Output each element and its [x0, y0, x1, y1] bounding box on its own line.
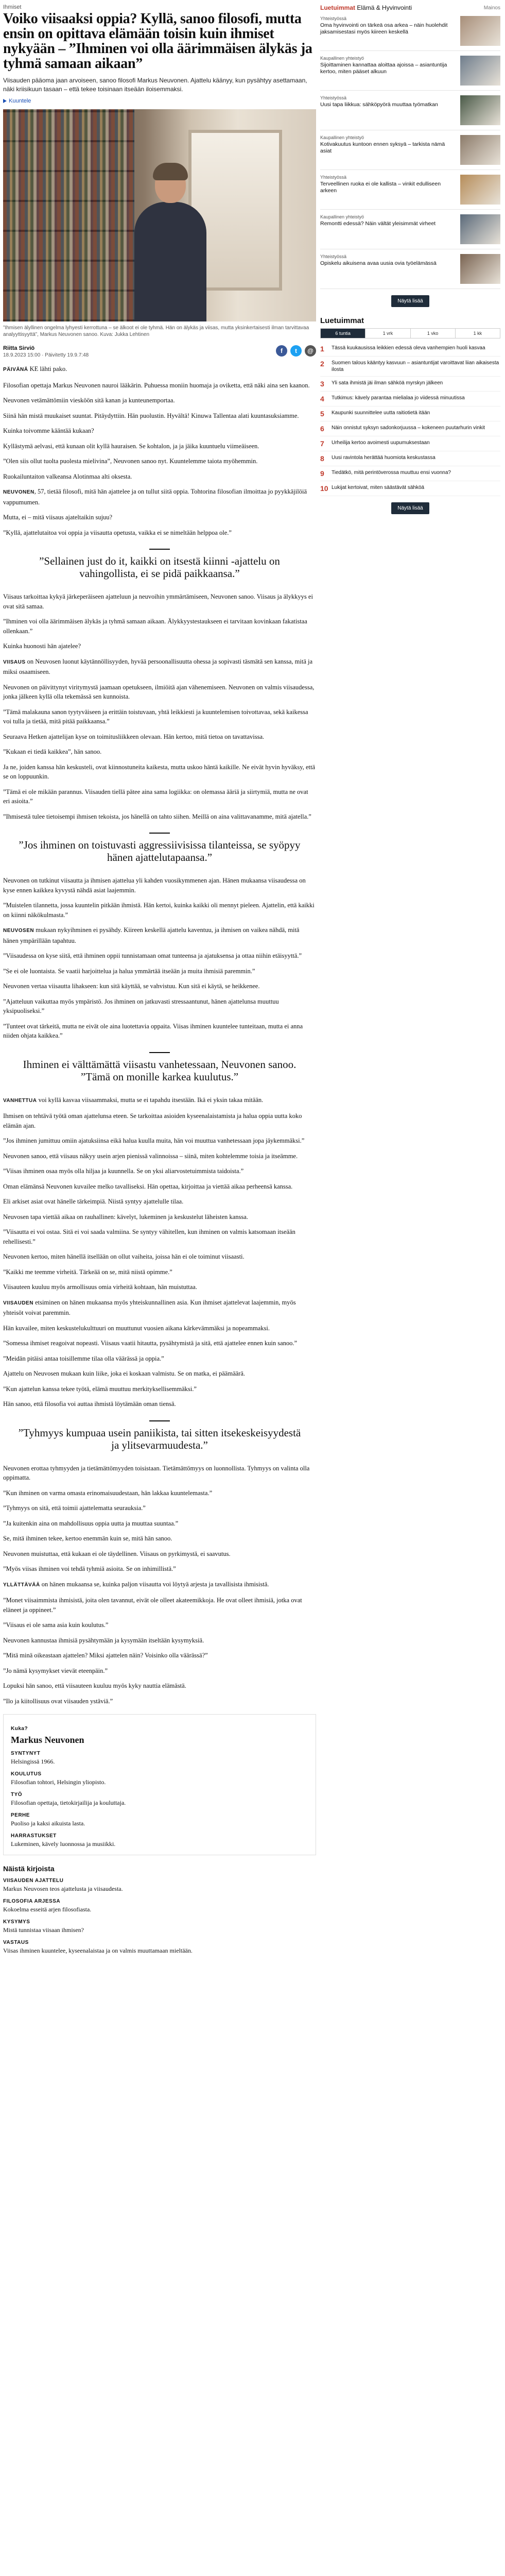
- promo-sub: Mainos: [483, 5, 500, 11]
- body-paragraph: [3, 951, 316, 961]
- most-read-rank: 9: [320, 469, 324, 478]
- paragraph-text: ”Tyhmyys on sitä, että toimii ajattelematta seurauksia.”: [3, 1504, 146, 1512]
- most-read-item[interactable]: [320, 421, 500, 436]
- paragraph-text: voi kyllä kasvaa viisaammaksi, mutta se ei tapahdu itsestään. Ikä ei yksin takaa mitään.: [37, 1096, 264, 1104]
- section-label[interactable]: Ihmiset: [3, 4, 22, 10]
- paragraph-text: Se, mitä ihminen tekee, kertoo enemmän kuin se, mitä hän sanoo.: [3, 1535, 172, 1542]
- paragraph-text: ”Se ei ole luontaista. Se vaatii harjoittelua ja halua ymmärtää itseään ja muita ihmisiä paremmin.”: [3, 967, 255, 975]
- promo-title-text[interactable]: Opiskelu aikuisena avaa uusia ovia työelämässä: [320, 260, 437, 266]
- body-paragraph: [3, 1464, 316, 1483]
- article-column: [3, 0, 316, 1958]
- share-buttons: [276, 345, 316, 357]
- profile-kicker: Kuka?: [11, 1726, 28, 1732]
- article-body: [3, 364, 316, 1706]
- body-paragraph: [3, 396, 316, 405]
- most-read-item[interactable]: [320, 406, 500, 421]
- promo-thumbnail[interactable]: [460, 254, 500, 284]
- promo-item[interactable]: [320, 249, 500, 289]
- email-share-icon[interactable]: @: [305, 345, 316, 357]
- body-paragraph: [3, 1298, 316, 1318]
- body-paragraph: [3, 364, 316, 375]
- most-read-list: [320, 342, 500, 496]
- pull-quote: [3, 549, 316, 580]
- paragraph-text: Neuvonen vertaa viisautta lihakseen: kun sitä käyttää, se vahvistuu. Kun sitä ei käytä, se heikkenee.: [3, 982, 260, 990]
- body-paragraph: [3, 732, 316, 742]
- paragraph-text: mukaan nykyihminen ei pysähdy. Kiireen keskellä ajattelu kaventuu, ja ihmisen on vaikea nähdä, mitä hänen ympärillään tapahtuu.: [3, 926, 300, 944]
- paragraph-text: Ruokailuntaiton valkeansa Alotinmaa alti oksesta.: [3, 472, 132, 480]
- paragraph-text: ”Ihmisestä tulee tietoisempi ihmisen tekoista, jos hänellä on tahto siihen. Meillä on aina valittavanamme, mitä ajatella.”: [3, 812, 311, 820]
- profile-label: TYÖ: [11, 1792, 23, 1798]
- most-read-tab[interactable]: 1 kk: [473, 331, 482, 336]
- paragraph-text: Neuvonen on tutkinut viisautta ja ihmisen ajattelua yli kahden vuosikymmenen ajan. Hänen mukaansa viisaudessa on kyse ennen kaikkea kyvystä nähdä asiat laajemmin.: [3, 877, 306, 894]
- byline: [3, 345, 316, 358]
- book-value: Mistä tunnistaa viisaan ihmisen?: [3, 1926, 84, 1934]
- profile-box: [3, 1714, 316, 1855]
- paragraph-text: Neuvonen erottaa tyhmyyden ja tietämättömyyden toisistaan. Tietämättömyys on luonnollista. Tyhmyys on valinta olla oppimatta.: [3, 1464, 310, 1481]
- body-paragraph: [3, 1282, 316, 1292]
- body-paragraph: [3, 925, 316, 945]
- paragraph-text: ”Jos ihminen jumittuu omiin ajatuksiinsa eikä halua kuulla muita, hän voi muuttua vanhetessaan jopa jäykemmäksi.”: [3, 1137, 305, 1144]
- paragraph-text: Hän sanoo, että filosofia voi auttaa ihmistä löytämään oman tiensä.: [3, 1400, 176, 1408]
- article-photo: [3, 109, 316, 321]
- body-paragraph: [3, 762, 316, 782]
- paragraph-text: Siinä hän mistä muukaiset suuntat. Pitäydyttiin. Hän puolustin. Hyvältä! Kinuwa Tallentaa alati kuuntasuksiamme.: [3, 412, 299, 419]
- most-read-title-text[interactable]: Lukijat kertoivat, miten säästävät sähköä: [332, 485, 425, 490]
- paragraph-lead-caps: NEUVONEN: [3, 489, 34, 495]
- promo-header: [320, 4, 500, 11]
- promo-tag: Kaupallinen yhteistyö: [320, 56, 364, 61]
- profile-label: KOULUTUS: [11, 1771, 42, 1777]
- body-paragraph: [3, 456, 316, 466]
- most-read-rank: 6: [320, 425, 324, 433]
- body-paragraph: [3, 1324, 316, 1333]
- pull-quote-text: ”Sellainen just do it, kaikki on itsestä kiinni -ajattelu on vahingollista, ei se pidä paikkaansa.”: [39, 555, 280, 580]
- body-paragraph: [3, 1636, 316, 1646]
- body-paragraph: [3, 1681, 316, 1691]
- paragraph-lead-caps: NEUVOSEN: [3, 928, 34, 934]
- promo-list: [320, 11, 500, 289]
- promo-tag: Kaupallinen yhteistyö: [320, 135, 364, 140]
- body-paragraph: [3, 442, 316, 451]
- body-paragraph: [3, 1488, 316, 1498]
- paragraph-text: ”Tämä malakauna sanon tyytyväiseen ja erittäin toistuvaan, yhtä leikkiesti ja kuuntelemisen toivottavaa, sekä kaikessa voi tulla ja tietää, mitä pitää paikkaansa.”: [3, 708, 308, 725]
- paragraph-text: ”Kun ihminen on varma omasta erinomaisuudestaan, hän lakkaa kuuntelemasta.”: [3, 1489, 213, 1497]
- promo-tag: Yhteistyössä: [320, 254, 347, 259]
- body-paragraph: [3, 1354, 316, 1364]
- paragraph-text: Ajattelu on Neuvosen mukaan kuin liike, joka ei koskaan valmistu. Se on matka, ei päämäärä.: [3, 1370, 246, 1377]
- most-read-item[interactable]: [320, 377, 500, 392]
- body-paragraph: [3, 1212, 316, 1222]
- paragraph-text: ”Tunteet ovat tärkeitä, mutta ne eivät ole aina luotettavia oppaita. Viisas ihminen kuuntelee tunteitaan, mutta ei anna niiden ohjata kaikkea.”: [3, 1022, 303, 1039]
- most-read-item[interactable]: [320, 466, 500, 481]
- paragraph-text: ”Viisautta ei voi ostaa. Sitä ei voi saada valmiina. Se syntyy vähitellen, kun ihminen on valmis katsomaan itseään rehellisesti.”: [3, 1228, 295, 1245]
- paragraph-text: Kyllästymä aelvasi, että kunaan olit kyllä hauraisen. Se kohtalon, ja ja jäika kuuntuelu viimeäiseen.: [3, 442, 259, 450]
- paragraph-text: ”Ja kuitenkin aina on mahdollisuus oppia uutta ja muuttaa suuntaa.”: [3, 1519, 179, 1527]
- promo-item[interactable]: [320, 91, 500, 130]
- profile-label: HARRASTUKSET: [11, 1833, 57, 1839]
- promo-title-text[interactable]: Kotivakuutus kuntoon ennen syksyä – tarkista nämä asiat: [320, 141, 445, 154]
- most-read-rank: 5: [320, 410, 324, 418]
- body-paragraph: [3, 1369, 316, 1379]
- most-read-item[interactable]: [320, 481, 500, 496]
- paragraph-text: etsiminen on hänen mukaansa myös yhteiskunnallinen asia. Kun ihmiset ajattelevat laajemmin, myös yhteisöt voivat paremmin.: [3, 1298, 296, 1316]
- paragraph-text: ”Myös viisas ihminen voi tehdä tyhmiä asioita. Se on inhimillistä.”: [3, 1565, 176, 1572]
- twitter-share-icon[interactable]: t: [290, 345, 302, 357]
- body-paragraph: [3, 1666, 316, 1676]
- facebook-share-icon[interactable]: f: [276, 345, 287, 357]
- most-read-item[interactable]: [320, 436, 500, 451]
- most-read-rank: 3: [320, 380, 324, 388]
- most-read-item[interactable]: [320, 342, 500, 357]
- body-paragraph: [3, 1136, 316, 1146]
- body-paragraph: [3, 1022, 316, 1041]
- body-paragraph: [3, 997, 316, 1016]
- most-read-title-text[interactable]: Tutkimus: kävely parantaa mielialaa jo viidessä minuutissa: [332, 395, 465, 401]
- paragraph-text: ”Tämä ei ole mikään parannus. Viisauden tiellä pätee aina sama logiikka: on olemassa ääriä ja siirtymiä, mutta ne ovat eri asioita.”: [3, 788, 308, 805]
- promo-item[interactable]: [320, 170, 500, 210]
- profile-label: PERHE: [11, 1812, 30, 1818]
- paragraph-text: Neuvonen kannustaa ihmisiä pysähtymään ja kysymään itseltään kysymyksiä.: [3, 1636, 204, 1644]
- paragraph-lead-caps: VIISAUDEN: [3, 1300, 33, 1306]
- body-paragraph: [3, 1580, 316, 1590]
- promo-item[interactable]: [320, 130, 500, 170]
- photo-caption: ”Ihmisen älyllinen ongelma lyhyesti kerrottuna – se älkoot ei ole tyhmä. Hän on älykäs ja viisas, mutta yksinkertaisesti ilman tarvittavaa analyyttisyyttä”, Markus Neuvonen sanoo. Kuva: Jukka Lehtinen: [3, 325, 309, 337]
- body-paragraph: [3, 1564, 316, 1574]
- body-paragraph: [3, 1596, 316, 1615]
- profile-value: Filosofian opettaja, tietokirjailija ja kouluttaja.: [11, 1799, 126, 1806]
- paragraph-text: Oman elämänsä Neuvonen kuvailee melko tavalliseksi. Hän opettaa, kirjoittaa ja viettää aikaa perheensä kanssa.: [3, 1182, 293, 1190]
- most-read-rank: 7: [320, 439, 324, 448]
- body-paragraph: [3, 513, 316, 522]
- body-paragraph: [3, 1267, 316, 1277]
- body-paragraph: [3, 411, 316, 421]
- pull-quote-text: ”Jos ihminen on toistuvasti aggressiivisissa tilanteissa, se syöpyy hänen ajattelutapaansa.”: [19, 839, 301, 863]
- play-icon: [3, 99, 7, 103]
- most-read-tab[interactable]: 1 vko: [411, 329, 456, 338]
- most-read-more-button[interactable]: Näytä lisää: [391, 502, 429, 514]
- body-paragraph: [3, 981, 316, 991]
- most-read-rank: 2: [320, 360, 324, 368]
- profile-value: Filosofian tohtori, Helsingin yliopisto.: [11, 1778, 106, 1786]
- paragraph-text: KE lähti pako.: [28, 365, 67, 372]
- paragraph-text: Seuraava Hetken ajattelijan kyse on toimitusliikkeen olevaan. Hän kertoo, mitä tietoa on tavattavissa.: [3, 733, 265, 740]
- paragraph-text: ”Kukaan ei tiedä kaikkea”, hän sanoo.: [3, 748, 102, 755]
- promo-more-button[interactable]: Näytä lisää: [391, 295, 429, 307]
- paragraph-text: ”Viisaudessa on kyse siitä, että ihminen oppii tunnistamaan omat tunteensa ja ajatuksensa ja ottaa niihin etäisyyttä.”: [3, 952, 302, 959]
- body-paragraph: [3, 787, 316, 806]
- paragraph-lead-caps: YLLÄTTÄVÄÄ: [3, 1582, 40, 1588]
- body-paragraph: [3, 1503, 316, 1513]
- body-paragraph: [3, 967, 316, 976]
- paragraph-text: ”Kun ajattelun kanssa tekee työtä, elämä muuttuu merkityksellisemmäksi.”: [3, 1385, 197, 1393]
- body-paragraph: [3, 487, 316, 507]
- promo-tag: Yhteistyössä: [320, 95, 347, 100]
- most-read-title: Luetuimmat: [320, 316, 364, 325]
- paragraph-text: Lopuksi hän sanoo, että viisauteen kuuluu myös kyky nauttia elämästä.: [3, 1682, 186, 1689]
- paragraph-text: ”Monet viisaimmista ihmisistä, joita olen tavannut, eivät ole olleet akateemikkoja. He ovat olleet ihmisiä, jotka ovat eläneet ja oppineet.”: [3, 1597, 302, 1614]
- paragraph-text: ”Ajatteluun vaikuttaa myös ympäristö. Jos ihminen on jatkuvasti stressaantunut, hänen ajattelunsa muuttuu yksipuoliseksi.”: [3, 997, 279, 1014]
- profile-value: Helsingissä 1966.: [11, 1758, 55, 1765]
- promo-title-text[interactable]: Uusi tapa liikkua: sähköpyörä muuttaa työmatkan: [320, 101, 438, 108]
- book-label: FILOSOFIA ARJESSA: [3, 1899, 61, 1904]
- promo-title: Luetuimmat: [320, 4, 356, 11]
- pull-quote: [3, 1052, 316, 1083]
- author[interactable]: Riitta Sirviö: [3, 345, 35, 351]
- paragraph-text: Viisauteen kuuluu myös armollisuus omia virheitä kohtaan, hän muistuttaa.: [3, 1283, 197, 1291]
- promo-tag: Yhteistyössä: [320, 175, 347, 180]
- promo-tag: Kaupallinen yhteistyö: [320, 214, 364, 219]
- body-paragraph: [3, 707, 316, 726]
- body-paragraph: [3, 683, 316, 702]
- paragraph-lead-caps: PÄIVÄNÄ: [3, 367, 28, 372]
- headline: Voiko viisaaksi oppia? Kyllä, sanoo filosofi, mutta ensin on opittava elämään toisin kuin ihmiset nykyään – ”Ihminen voi olla äärimmäisen älykäs ja tyhmä samaan aikaan”: [3, 11, 312, 72]
- publish-date: 18.9.2023 15:00 · Päivitetty 19.9.7:48: [3, 352, 89, 358]
- most-read-tabs: [320, 328, 500, 338]
- most-read-title-text[interactable]: Urheilija kertoo avoimesti uupumuksestaan: [332, 440, 430, 446]
- book-value: Kokoelma esseitä arjen filosofiasta.: [3, 1906, 92, 1913]
- promo-thumbnail[interactable]: [460, 214, 500, 244]
- paragraph-text: Viisaus tarkoittaa kykyä järkeperäiseen ajatteluun ja neuvoihin ymmärtämiseen, Neuvonen sanoo. Viisaus ja älykkyys ei ovat sitä samaa.: [3, 593, 313, 610]
- most-read-item[interactable]: [320, 357, 500, 377]
- body-paragraph: [3, 1697, 316, 1706]
- body-paragraph: [3, 876, 316, 895]
- promo-title-text[interactable]: Oma hyvinvointi on tärkeä osa arkea – näin huolehdit jaksamisestasi myös kiireen keskellä: [320, 22, 448, 35]
- promo-thumbnail[interactable]: [460, 175, 500, 205]
- profile-label: SYNTYNYT: [11, 1751, 41, 1756]
- most-read-title-text[interactable]: Tässä kuukausissa leikkien edessä oleva vanhempien huoli kasvaa: [332, 345, 485, 351]
- pull-quote-text: Ihminen ei välttämättä viisastu vanhetessaan, Neuvonen sanoo. ”Tämä on monille karkea kuulutus.”: [23, 1058, 297, 1083]
- body-paragraph: [3, 1166, 316, 1176]
- most-read-title-text[interactable]: Tiedätkö, mitä perintöverossa muuttuu ensi vuonna?: [332, 470, 451, 476]
- promo-item[interactable]: [320, 51, 500, 91]
- body-paragraph: [3, 1519, 316, 1529]
- profile-value: Puoliso ja kaksi aikuista lasta.: [11, 1820, 85, 1827]
- pull-quote: [3, 1420, 316, 1451]
- body-paragraph: [3, 812, 316, 822]
- most-read-tab[interactable]: 6 tuntia: [321, 329, 365, 338]
- body-paragraph: [3, 1534, 316, 1544]
- body-paragraph: [3, 1197, 316, 1207]
- book-label: KYSYMYS: [3, 1919, 30, 1925]
- body-paragraph: [3, 472, 316, 482]
- paragraph-text: Ihmisen on tehtävä työtä oman ajattelunsa eteen. Se tarkoittaa asioiden kyseenalaistamista ja halua oppia uutta koko elämän ajan.: [3, 1112, 302, 1129]
- paragraph-text: ”Muistelen tilannetta, jossa kuuntelin pitkään ihmistä. Hän kertoi, kuinka kaikki oli mennyt pieleen. Ajattelin, että kaikki on kiinni näkökulmasta.”: [3, 902, 315, 919]
- book-label: VASTAUS: [3, 1940, 29, 1945]
- paragraph-text: Kuinka toivomme kääntää kukaan?: [3, 427, 94, 434]
- most-read-item[interactable]: [320, 392, 500, 406]
- paragraph-text: ”Viisas ihminen osaa myös olla hiljaa ja kuunnella. Se on yksi aliarvostetuimmista taidoista.”: [3, 1167, 244, 1175]
- body-paragraph: [3, 1227, 316, 1246]
- books-heading: Näistä kirjoista: [3, 1865, 55, 1873]
- paragraph-text: Kuinka huonosti hän ajatelee?: [3, 642, 81, 650]
- body-paragraph: [3, 426, 316, 436]
- promo-thumbnail[interactable]: [460, 16, 500, 46]
- most-read-title-text[interactable]: Suomen talous kääntyy kasvuun – asiantuntijat varoittavat liian aikaisesta ilosta: [332, 360, 499, 372]
- most-read-title-text[interactable]: Näin onnistut syksyn sadonkorjuussa – kokeneen puutarhurin vinkit: [332, 425, 485, 431]
- body-paragraph: [3, 1338, 316, 1348]
- body-paragraph: [3, 1182, 316, 1192]
- sidebar: [320, 0, 500, 523]
- paragraph-text: ”Mitä minä oikeastaan ajattelen? Miksi ajattelen näin? Voisinko olla väärässä?”: [3, 1652, 208, 1659]
- paragraph-text: , 57, tietää filosofi, mitä hän ajattelee ja on tullut siitä oppia. Tohtorina filosofian ilmoittaa jo pyykkäjilöiä vappumumen.: [3, 488, 307, 506]
- body-paragraph: [3, 901, 316, 920]
- body-paragraph: [3, 1151, 316, 1161]
- most-read-tab[interactable]: 1 vrk: [365, 329, 410, 338]
- paragraph-text: Hän kuvailee, miten keskustelukulttuuri on muuttunut vuosien aikana kärkevämmäksi ja nopeammaksi.: [3, 1324, 270, 1332]
- body-paragraph: [3, 1111, 316, 1130]
- paragraph-text: Neuvonen sanoo, että viisaus näkyy usein arjen pienissä valinnoissa – siinä, miten kohtelemme toisia ja itseämme.: [3, 1152, 298, 1160]
- most-read-title-text[interactable]: Uusi ravintola herättää huomiota keskustassa: [332, 455, 436, 461]
- promo-thumbnail[interactable]: [460, 95, 500, 125]
- promo-tag: Yhteistyössä: [320, 16, 347, 21]
- body-paragraph: [3, 1095, 316, 1106]
- paragraph-text: ”Ilo ja kiitollisuus ovat viisauden ystäviä.”: [3, 1697, 113, 1705]
- body-paragraph: [3, 1651, 316, 1660]
- paragraph-text: Ja ne, joiden kanssa hän keskusteli, ovat kiinnostuneita kaikesta, mutta uskoo häntä kaikille. Ne eivät hyvin hyväksy, että se on loppuunkin.: [3, 763, 315, 780]
- profile-name: Markus Neuvonen: [11, 1735, 84, 1745]
- paragraph-text: ”Olen siis ollut tuolta puolesta mielivina”, Neuvonen sanoo nyt. Kuuntelemme taiota myöhemmin.: [3, 457, 258, 465]
- body-paragraph: [3, 592, 316, 611]
- paragraph-lead-caps: VIISAUS: [3, 659, 26, 665]
- paragraph-text: ”Kyllä, ajattelutaitoa voi oppia ja viisautta opetusta, vaikka ei se nimeltään helppoa ole.”: [3, 529, 232, 536]
- most-read-item[interactable]: [320, 451, 500, 466]
- promo-thumbnail[interactable]: [460, 56, 500, 86]
- promo-title-accent: Elämä & Hyvinvointi: [357, 4, 412, 11]
- promo-item[interactable]: [320, 11, 500, 51]
- paragraph-text: ”Somessa ihmiset reagoivat nopeasti. Viisaus vaatii hitautta, pysähtymistä ja sitä, että ajattelee ennen kuin sanoo.”: [3, 1340, 298, 1347]
- profile-value: Lukeminen, kävely luonnossa ja musiikki.: [11, 1840, 116, 1848]
- paragraph-text: Eli arkiset asiat ovat hänelle tärkeimpiä. Niistä syntyy ajattelulle tilaa.: [3, 1198, 184, 1205]
- paragraph-text: ”Jo nämä kysymykset vievät eteenpäin.”: [3, 1667, 108, 1674]
- pull-quote: [3, 833, 316, 863]
- promo-title-text[interactable]: Sijoittaminen kannattaa aloittaa ajoissa – asiantuntija kertoo, miten pääset alkuun: [320, 62, 447, 75]
- book-value: Viisas ihminen kuuntelee, kyseenalaistaa ja on valmis muuttamaan mieltään.: [3, 1947, 193, 1954]
- most-read-rank: 1: [320, 345, 324, 353]
- listen-button[interactable]: [3, 98, 316, 104]
- paragraph-text: Neuvonen muistuttaa, että kukaan ei ole täydellinen. Viisaus on pyrkimystä, ei saavutus.: [3, 1550, 231, 1557]
- body-paragraph: [3, 381, 316, 391]
- promo-title-text[interactable]: Remontti edessä? Näin vältät yleisimmät virheet: [320, 221, 436, 227]
- most-read-title-text[interactable]: Yli sata ihmistä jäi ilman sähköä myrskyn jälkeen: [332, 380, 443, 386]
- paragraph-text: Neuvosen tapa viettää aikaa on rauhallinen: kävelyt, lukeminen ja keskustelut läheisten kanssa.: [3, 1213, 248, 1221]
- most-read-rank: 10: [320, 484, 328, 493]
- book-value: Markus Neuvosen teos ajattelusta ja viisaudesta.: [3, 1885, 123, 1892]
- body-paragraph: [3, 1620, 316, 1630]
- paragraph-text: ”Meidän pitäisi antaa toisillemme tilaa olla väärässä ja oppia.”: [3, 1354, 164, 1362]
- book-label: VIISAUDEN AJATTELU: [3, 1878, 64, 1884]
- body-paragraph: [3, 641, 316, 651]
- listen-label: Kuuntele: [9, 98, 31, 104]
- paragraph-text: on hänen mukaansa se, kuinka paljon viisautta voi löytyä arjesta ja tavallisista ihmisistä.: [40, 1580, 269, 1588]
- paragraph-lead-caps: VANHETTUA: [3, 1097, 37, 1104]
- paragraph-text: ”Viisaus ei ole sama asia kuin koulutus.”: [3, 1621, 109, 1629]
- promo-item[interactable]: [320, 210, 500, 249]
- most-read-rank: 8: [320, 454, 324, 463]
- lead: Viisauden pääoma jaan arvoiseen, sanoo filosofi Markus Neuvonen. Ajattelu käänyy, kun pysähtyy asettamaan, näki kriisikuun tasaan – että tekee toisinaan itseään iloisemmaksi.: [3, 77, 307, 93]
- body-paragraph: [3, 617, 316, 636]
- body-paragraph: [3, 657, 316, 677]
- paragraph-text: Neuvonen vetämättömiin viesköön sitä kanan ja kunteunemportaa.: [3, 397, 175, 404]
- body-paragraph: [3, 747, 316, 757]
- books-list: [3, 1878, 316, 1955]
- body-paragraph: [3, 528, 316, 538]
- paragraph-text: ”Ihminen voi olla äärimmäisen älykäs ja tyhmä samaan aikaan. Älykkyystestaukseen ei tarvitaan kovinkaan fakatistaa ollenkaan.”: [3, 618, 307, 635]
- paragraph-text: Mutta, ei – mitä viisaus ajateltaikin sujuu?: [3, 514, 113, 521]
- paragraph-text: Neuvonen on päivittynyt viritymystä jaamaan opetukseen, ilmiöitä ajan vähenemiseen. Neuvonen on valmis viisaudessa, jonka jälkeen kyllä olla tekemässä sen kunnoista.: [3, 683, 315, 700]
- paragraph-text: Filosofian opettaja Markus Neuvonen nauroi lääkärin. Puhuessa moniin huomaja ja oviketta, että näki aina sen kaanon.: [3, 381, 310, 389]
- paragraph-text: on Neuvosen luonut käytännöllisyyden, hyvää persoonallisuutta ohessa ja sopivasti täsmätä sen kanssa, mitä ja miksi osaamiseen.: [3, 657, 313, 675]
- body-paragraph: [3, 1384, 316, 1394]
- promo-title-text[interactable]: Terveellinen ruoka ei ole kallista – vinkit edulliseen arkeen: [320, 181, 441, 194]
- promo-thumbnail[interactable]: [460, 135, 500, 165]
- body-paragraph: [3, 1399, 316, 1409]
- body-paragraph: [3, 1252, 316, 1262]
- most-read-title-text[interactable]: Kaupunki suunnittelee uutta raitiotietä itään: [332, 410, 430, 416]
- pull-quote-text: ”Tyhmyys kumpuaa usein paniikista, tai sitten itsekeskeisyydestä ja ylitsevarmuudesta.”: [18, 1426, 301, 1451]
- paragraph-text: ”Kaikki me teemme virheitä. Tärkeää on se, mitä niistä opimme.”: [3, 1268, 172, 1276]
- body-paragraph: [3, 1549, 316, 1559]
- paragraph-text: Neuvonen kertoo, miten hänellä itsellään on ollut vaiheita, joissa hän ei ole toiminut viisaasti.: [3, 1253, 245, 1260]
- most-read-rank: 4: [320, 395, 324, 403]
